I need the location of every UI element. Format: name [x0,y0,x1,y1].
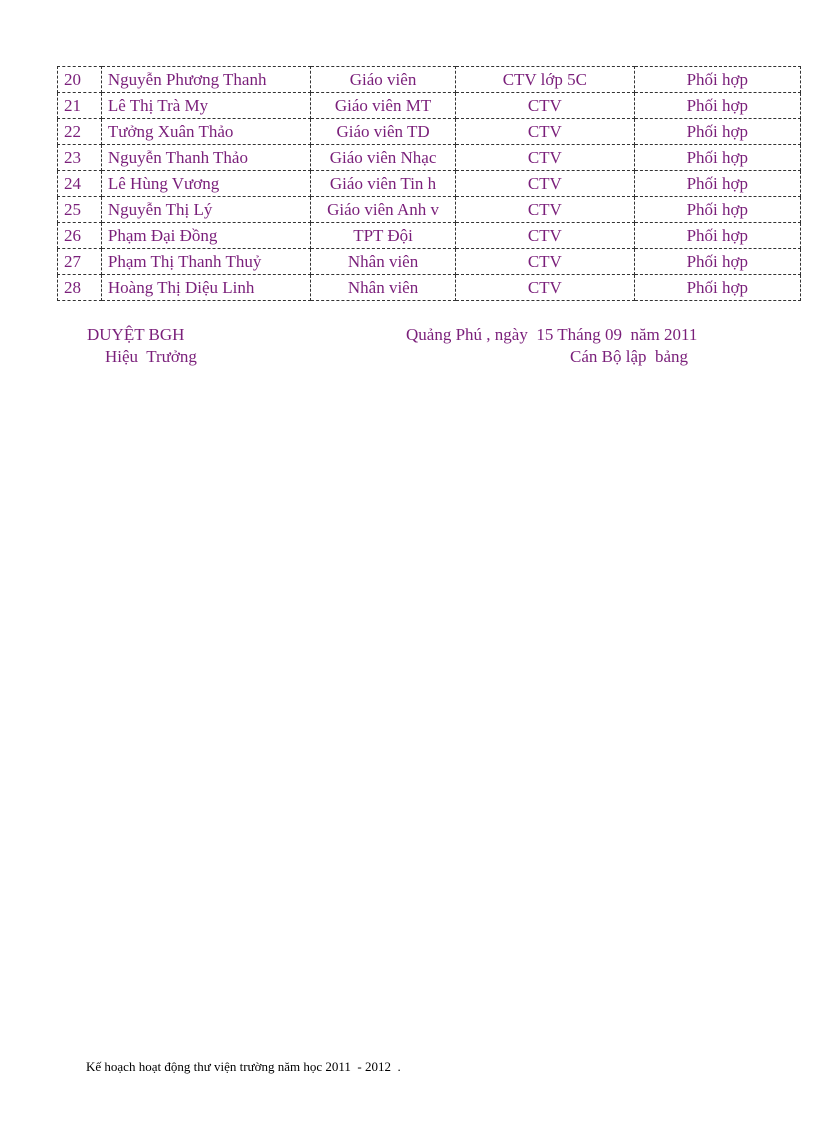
row-number: 27 [58,249,102,275]
staff-task: CTV lớp 5C [456,67,635,93]
table-row [58,223,801,249]
staff-note: Phối hợp [634,119,800,145]
page-footer: Kế hoạch hoạt động thư viện trường năm học 2011 - 2012 . [86,1059,401,1074]
row-number: 23 [58,145,102,171]
row-number: 25 [58,197,102,223]
staff-role: Giáo viên TD [311,119,456,145]
table-row [58,275,801,301]
staff-task: CTV [456,145,635,171]
staff-task: CTV [456,275,635,301]
approval-title: DUYỆT BGH [87,325,185,344]
table-row [58,197,801,223]
preparer-title: Cán Bộ lập bảng [570,347,689,366]
table-row [58,145,801,171]
staff-task: CTV [456,171,635,197]
row-number: 20 [58,67,102,93]
staff-note: Phối hợp [634,223,800,249]
staff-role: Giáo viên [311,67,456,93]
table-row [58,93,801,119]
row-number: 26 [58,223,102,249]
place-date: Quảng Phú , ngày 15 Tháng 09 năm 2011 [406,325,698,344]
staff-role: Nhân viên [311,249,456,275]
staff-name: Phạm Thị Thanh Thuỷ [101,249,310,275]
table-row [58,67,801,93]
staff-note: Phối hợp [634,67,800,93]
row-number: 24 [58,171,102,197]
staff-name: Phạm Đại Đồng [101,223,310,249]
row-number: 22 [58,119,102,145]
staff-role: Giáo viên Nhạc [311,145,456,171]
staff-role: Nhân viên [311,275,456,301]
table-row [58,249,801,275]
staff-role: Giáo viên Tin h [311,171,456,197]
staff-task: CTV [456,223,635,249]
table-row [58,171,801,197]
staff-name: Nguyễn Thanh Thảo [101,145,310,171]
staff-table-body [58,67,801,301]
staff-task: CTV [456,197,635,223]
staff-note: Phối hợp [634,93,800,119]
staff-table [57,66,801,301]
staff-name: Nguyễn Thị Lý [101,197,310,223]
staff-note: Phối hợp [634,275,800,301]
staff-task: CTV [456,119,635,145]
staff-role: TPT Đội [311,223,456,249]
staff-role: Giáo viên MT [311,93,456,119]
staff-task: CTV [456,249,635,275]
staff-name: Hoàng Thị Diệu Linh [101,275,310,301]
staff-note: Phối hợp [634,145,800,171]
row-number: 28 [58,275,102,301]
row-number: 21 [58,93,102,119]
staff-note: Phối hợp [634,249,800,275]
principal-title: Hiệu Trưởng [105,347,197,366]
staff-note: Phối hợp [634,171,800,197]
staff-name: Nguyễn Phương Thanh [101,67,310,93]
staff-note: Phối hợp [634,197,800,223]
staff-name: Tưởng Xuân Thảo [101,119,310,145]
staff-name: Lê Hùng Vương [101,171,310,197]
staff-task: CTV [456,93,635,119]
staff-role: Giáo viên Anh v [311,197,456,223]
staff-name: Lê Thị Trà My [101,93,310,119]
table-row [58,119,801,145]
